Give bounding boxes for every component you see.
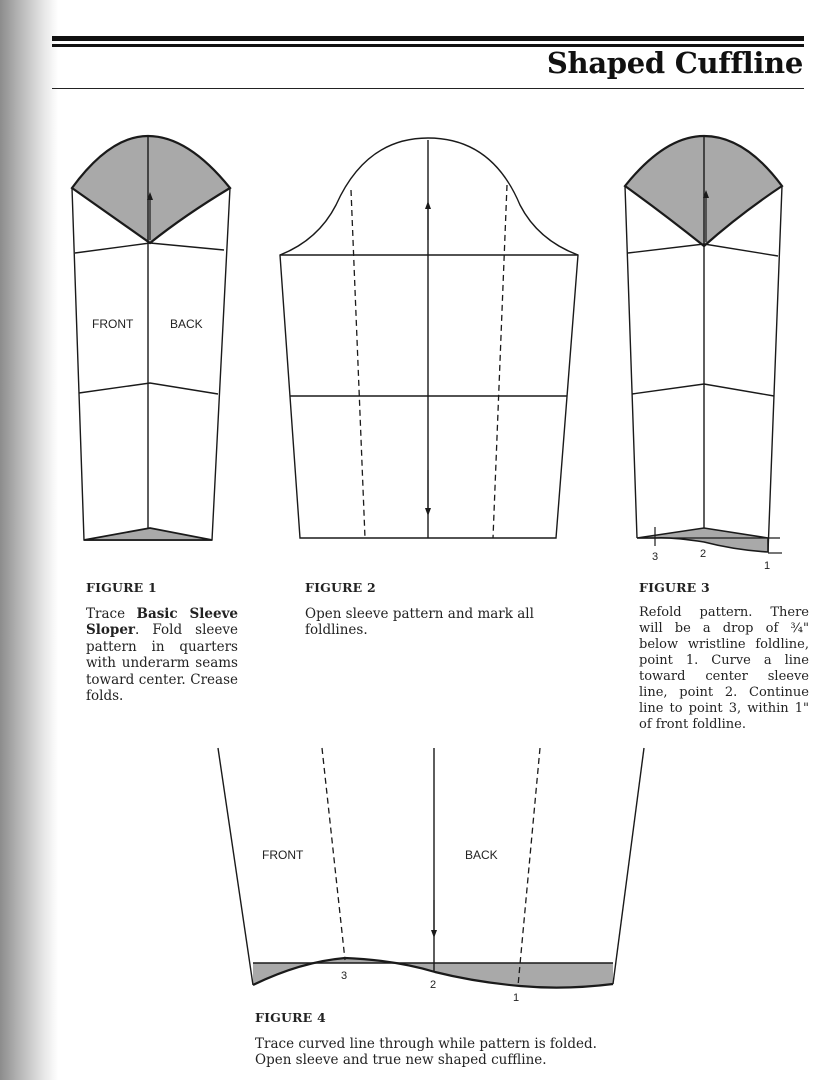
- figure-1-text-rest: . Fold sleeve pattern in quarters with underarm seams toward center. Crease folds.: [86, 622, 238, 704]
- figure-4-front-label: FRONT: [262, 848, 304, 862]
- figure-4-left-seam: [218, 748, 253, 985]
- figure-1-back-label: BACK: [170, 317, 203, 331]
- figure-4-point-3: 3: [341, 970, 348, 982]
- figure-1-front-label: FRONT: [92, 317, 134, 331]
- figure-4-diagram: [218, 748, 644, 1004]
- figure-2-text: Open sleeve pattern and mark all foldlines.: [305, 605, 534, 638]
- figure-4-caption: [255, 1010, 635, 1069]
- figure-1-cap-shade: [72, 136, 230, 243]
- figure-3-elbow-fold: [632, 384, 774, 396]
- figure-4-front-foldline: [322, 748, 345, 960]
- figure-3-point-1: 1: [764, 560, 771, 572]
- figure-3-heading: FIGURE 3: [639, 580, 710, 595]
- figure-1-text: [86, 606, 238, 705]
- figure-3-text: Refold pattern. There will be a drop of ¾" below wristline foldline, point 1. Curve a line toward center sleeve line, point 2. Continue line to point 3, within 1" of front foldline.: [639, 605, 809, 732]
- figure-1-caption: [86, 580, 238, 705]
- figure-3-caption: [639, 580, 809, 733]
- figure-1-text-emphasis: Basic Sleeve Sloper: [86, 605, 238, 638]
- figure-1-text-start: Trace: [86, 605, 137, 622]
- figure-4-point-1: 1: [513, 992, 520, 1004]
- figure-4-text: Trace curved line through while pattern is folded. Open sleeve and true new shaped cuffline.: [255, 1035, 597, 1068]
- figure-2-heading: FIGURE 2: [305, 580, 376, 595]
- figure-4-back-foldline: [518, 748, 540, 986]
- figure-1-diagram: [72, 136, 230, 540]
- page-title: Shaped Cuffline: [546, 46, 803, 80]
- figure-4-back-label: BACK: [465, 848, 498, 862]
- figure-1-heading: FIGURE 1: [86, 580, 157, 595]
- figure-2-diagram: [280, 138, 578, 538]
- figure-3-diagram: [625, 136, 782, 572]
- figure-4-right-seam: [613, 748, 644, 984]
- figure-2-front-foldline: [351, 190, 365, 538]
- figure-1-wrist-shade: [84, 528, 212, 540]
- figure-4-heading: FIGURE 4: [255, 1010, 326, 1025]
- figure-1-biceps-fold: [75, 243, 224, 253]
- figure-2-caption: [305, 580, 560, 639]
- figure-3-point-3: 3: [652, 551, 659, 563]
- figure-3-point-2: 2: [700, 548, 707, 560]
- figure-4-point-2: 2: [430, 979, 437, 991]
- figure-2-outline: [280, 138, 578, 538]
- figure-2-back-foldline: [493, 185, 507, 538]
